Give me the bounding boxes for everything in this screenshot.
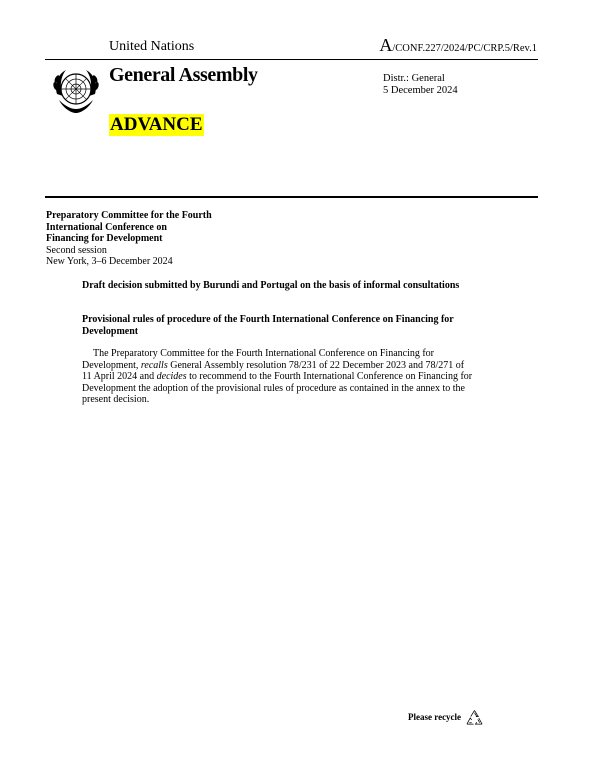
symbol-prefix: A — [379, 35, 393, 55]
distribution: Distr.: General — [383, 73, 445, 84]
un-emblem-icon — [49, 64, 103, 118]
committee-line: Preparatory Committee for the Fourth — [46, 210, 212, 221]
document-symbol — [379, 36, 537, 58]
rules-title: Provisional rules of procedure of the Fourth International Conference on Financing for Development — [82, 314, 454, 337]
org-name: United Nations — [109, 39, 195, 54]
decision-title: Draft decision submitted by Burundi and Portugal on the basis of informal consultations — [82, 280, 460, 291]
paragraph-text: The Preparatory Committee for the Fourth International Conference on Financing for Development, — [82, 348, 435, 371]
decides-term: decides — [156, 371, 187, 382]
document-date: 5 December 2024 — [383, 85, 458, 96]
advance-label: ADVANCE — [110, 114, 203, 135]
committee-line: Financing for Development — [46, 233, 163, 244]
symbol-rest: /CONF.227/2024/PC/CRP.5/Rev.1 — [392, 43, 537, 54]
recycle-note — [408, 707, 484, 727]
header-thick-rule — [45, 196, 538, 198]
committee-block — [46, 210, 246, 268]
body-name: General Assembly — [109, 64, 258, 86]
committee-line: International Conference on — [46, 221, 167, 233]
place-dates: New York, 3–6 December 2024 — [46, 256, 173, 267]
recycle-icon — [465, 709, 484, 727]
recycle-label: Please recycle — [408, 712, 462, 722]
paragraph-text: General Assembly resolution 78/231 of 22 December 2023 and 78/271 of 11 April 2024 and — [82, 359, 465, 382]
distribution-block — [383, 73, 458, 97]
recalls-term: recalls — [140, 359, 168, 371]
decision-paragraph — [82, 348, 474, 406]
paragraph-text: to recommend to the Fourth International Conference on Financing for Development the adoption of the provisional rules of procedure as contained in the annex to the present decision. — [82, 371, 473, 405]
header-rule — [45, 59, 538, 60]
session: Second session — [46, 244, 107, 256]
